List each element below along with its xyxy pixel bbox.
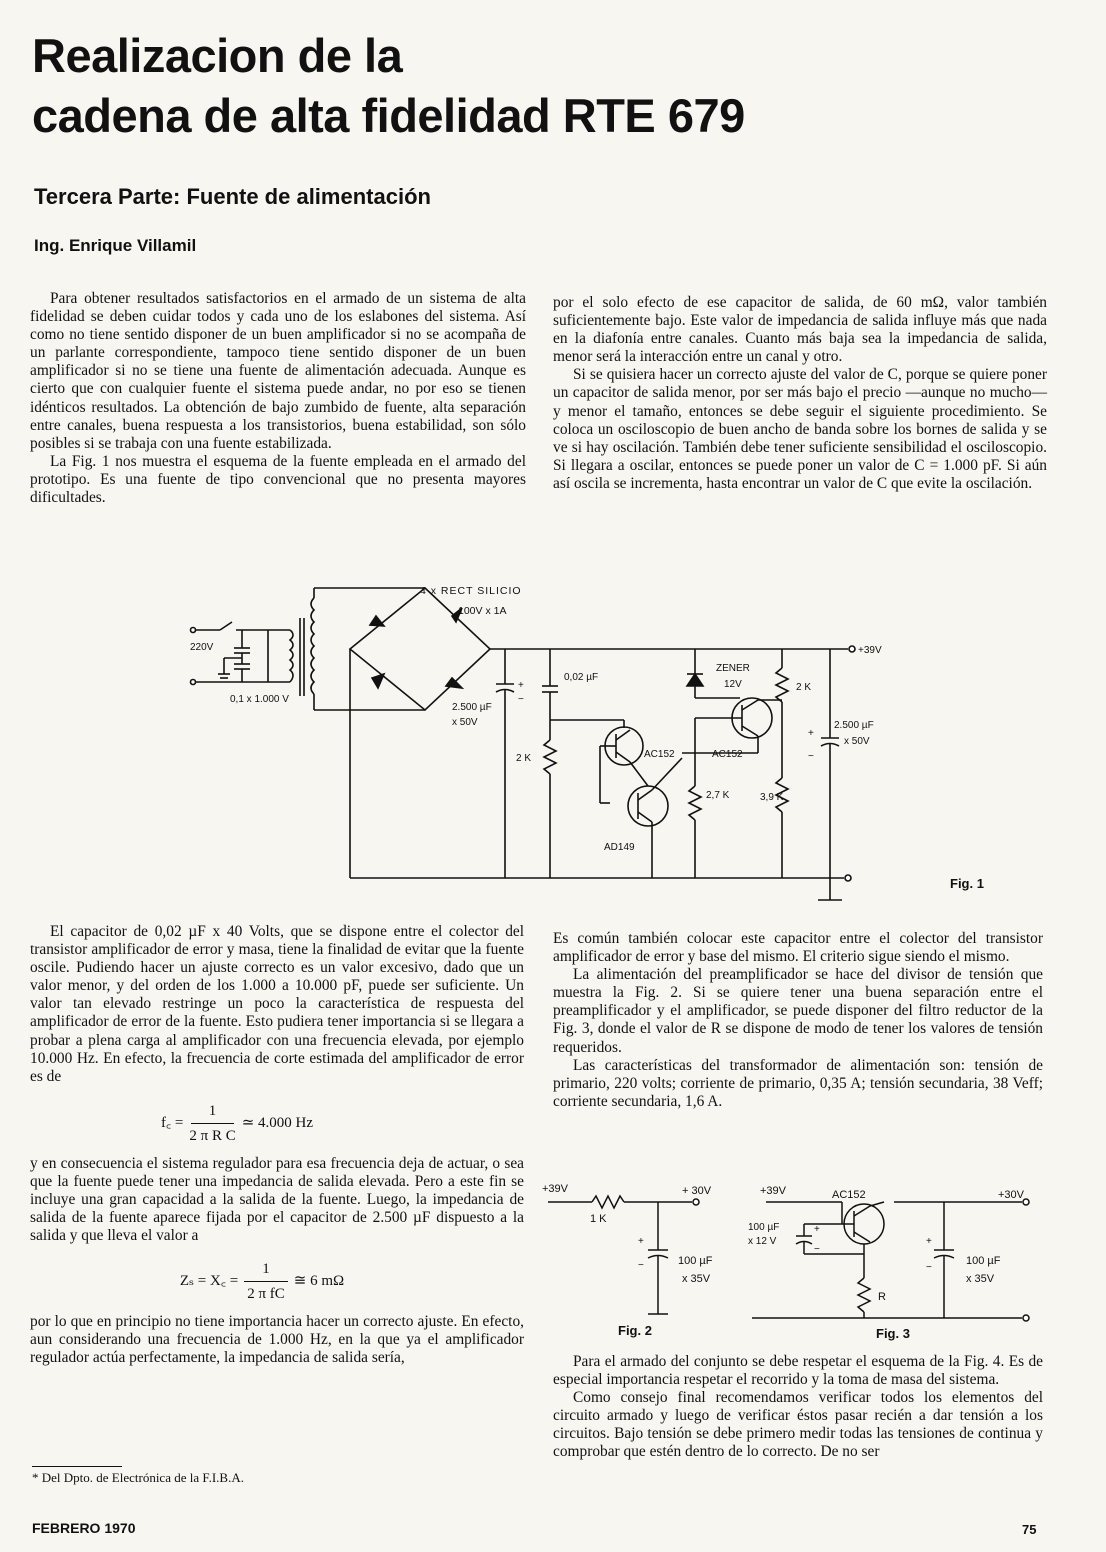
article-subtitle: Tercera Parte: Fuente de alimentación bbox=[34, 184, 431, 209]
label-rectifier-rating: 100V x 1A bbox=[458, 605, 507, 617]
label-v-in: 220V bbox=[190, 642, 214, 653]
label-cap-in: 0,1 x 1.000 V bbox=[230, 694, 289, 705]
page-number: 75 bbox=[1022, 1522, 1037, 1537]
fig3-cap: 100 µF bbox=[966, 1255, 1001, 1267]
paragraph: Para obtener resultados satisfactorios en el armado de un sistema de alta fidelidad se deben cuidar todos y cada uno de los eslabones del sistema. Así como no tiene sentido disponer de un buen amplificador si no se acompaña de un parlante correspondiente, tampoco tiene sentido disponer de un buen amplificador si no se tiene una fuente de alimentación adecuada. Aunque es cierto que con cualquier fuente el sistema puede andar, no por eso se tienen idénticos resultados. La obtención de bajo zumbido de fuente, alta separación entre canales, buena respuesta a los transistorios, buena estabilidad, son sólo posibles si se trabaja con una fuente estabilizada. bbox=[30, 290, 526, 452]
figure-1-schematic bbox=[180, 578, 1060, 910]
footnote-rule bbox=[32, 1466, 122, 1467]
paragraph: por lo que en principio no tiene importancia hacer un correcto ajuste. En efecto, aun considerando una frecuencia de 1.000 Hz, en la que ya el amplificador regulador actúa perfectamente, la impedancia de salida sería, bbox=[30, 1312, 524, 1366]
fig3-res: R bbox=[878, 1291, 886, 1303]
svg-text:−: − bbox=[638, 1260, 644, 1271]
formula-1-rhs: ≃ 4.000 Hz bbox=[241, 1115, 314, 1132]
label-res-27k: 2,7 K bbox=[706, 790, 730, 801]
fig2-cap-v: x 35V bbox=[682, 1273, 711, 1285]
fig3-cap-base-v: x 12 V bbox=[748, 1236, 777, 1247]
paragraph: Como consejo final recomendamos verificar todos los elementos del circuito armado y luego de verificar éstos pasar recién a dar tensión a los circuitos. Bajo tensión se debe primero medir todas las tensiones de continua y comprobar que estén dentro de lo correcto. De no ser bbox=[553, 1389, 1043, 1461]
fig2-res: 1 K bbox=[590, 1213, 607, 1225]
formula-2-lhs: Zₛ = X꜀ = bbox=[179, 1273, 239, 1290]
label-res-2k-left: 2 K bbox=[516, 753, 532, 764]
label-cap-out-v: x 50V bbox=[844, 736, 870, 747]
label-cap-filter: 2.500 µF bbox=[452, 702, 492, 713]
label-v-out: +39V bbox=[858, 645, 882, 656]
label-cap-filter-v: x 50V bbox=[452, 717, 478, 728]
fig3-v-out: +30V bbox=[998, 1189, 1024, 1201]
label-rectifier: 4 x RECT SILICIO bbox=[420, 585, 522, 597]
figure-2-schematic bbox=[542, 1178, 742, 1346]
issue-date: FEBRERO 1970 bbox=[32, 1520, 136, 1536]
label-cap-out: 2.500 µF bbox=[834, 720, 874, 731]
mains-input bbox=[190, 622, 290, 685]
formula-1-num: 1 bbox=[191, 1102, 235, 1124]
svg-text:+: + bbox=[814, 1224, 820, 1235]
paragraph: Si se quisiera hacer un correcto ajuste del valor de C, porque se quiere poner un capacitor de salida menor, por ser más bajo el precio —aunque no mucho— y menor el tamaño, entonces se debe seguir el siguiente procedimiento. Se coloca un osciloscopio de buen ancho de banda sobre los bornes de salida y se ve si hay oscilación. También debe tener suficiente sensibilidad el osciloscopio. Si llegara a oscilar, entonces se puede poner un valor de C = 1.000 pF. Si aún así oscila se incrementa, hasta encontrar un valor de C que evite la oscilación. bbox=[553, 366, 1047, 492]
paragraph: Es común también colocar este capacitor entre el colector del transistor amplificador de error y base del mismo. El criterio sigue siendo el mismo. bbox=[553, 930, 1043, 966]
fig2-v-out: + 30V bbox=[682, 1185, 712, 1197]
formula-2-num: 1 bbox=[244, 1260, 288, 1282]
formula-1-lhs: f꜀ = bbox=[160, 1115, 184, 1132]
paragraph: La alimentación del preamplificador se hace del divisor de tensión que muestra la Fig. 2. Si se quiere tener una buena separación entre el preamplificador y el amplificador, se puede disponer del filtro reductor de la Fig. 3, donde el valor de R se dispone de modo de tener los valores de tensión requeridos. bbox=[553, 966, 1043, 1056]
svg-text:−: − bbox=[926, 1262, 932, 1273]
label-zener-v: 12V bbox=[724, 679, 742, 690]
formula-2-den: 2 π fC bbox=[247, 1285, 285, 1302]
fig3-v-in: +39V bbox=[760, 1185, 786, 1197]
label-t3: AD149 bbox=[604, 842, 635, 853]
output-terminal-ground bbox=[845, 875, 851, 881]
title-line-1: Realizacion de la bbox=[32, 29, 403, 82]
fig2-v-in: +39V bbox=[542, 1183, 568, 1195]
bottom-left-column bbox=[30, 923, 524, 1367]
label-t2: AC152 bbox=[712, 749, 743, 760]
figure-2-caption: Fig. 2 bbox=[618, 1323, 652, 1338]
svg-text:+: + bbox=[638, 1236, 644, 1247]
svg-text:−: − bbox=[814, 1244, 820, 1255]
figure-1-caption: Fig. 1 bbox=[950, 876, 984, 891]
transistor-ad149 bbox=[628, 758, 682, 878]
transformer bbox=[290, 588, 425, 710]
svg-text:−: − bbox=[518, 694, 524, 705]
formula-2-fraction bbox=[244, 1260, 288, 1303]
label-cap-002: 0,02 µF bbox=[564, 672, 599, 683]
fig3-cap-v: x 35V bbox=[966, 1273, 995, 1285]
paragraph: Las características del transformador de alimentación son: tensión de primario, 220 volts; corriente de primario, 0,35 A; tensión secundaria, 38 Veff; corriente secundaria, 1,6 A. bbox=[553, 1056, 1043, 1110]
top-right-column bbox=[553, 294, 1047, 493]
formula-cutoff-frequency bbox=[30, 1102, 524, 1145]
output-divider bbox=[776, 649, 788, 878]
output-capacitor bbox=[821, 649, 839, 878]
formula-1-fraction bbox=[189, 1102, 235, 1145]
fig3-cap-base: 100 µF bbox=[748, 1222, 780, 1233]
paragraph: La Fig. 1 nos muestra el esquema de la fuente empleada en el armado del prototipo. Es una fuente de tipo convencional que no presenta mayores dificultades. bbox=[30, 452, 526, 507]
paragraph: y en consecuencia el sistema regulador para esa frecuencia deja de actuar, o sea que la fuente puede tener una impedancia de salida elevada. Pero a este fin se incluye una gran capacidad a la salida de la fuente. Luego, la impedancia de salida de la fuente aparece fijada por el capacitor de 2.500 µF dispuesto a la salida y que lleva el valor a bbox=[30, 1155, 524, 1245]
fig3-transistor: AC152 bbox=[832, 1189, 866, 1201]
svg-text:+: + bbox=[518, 680, 524, 691]
paragraph: El capacitor de 0,02 µF x 40 Volts, que se dispone entre el colector del transistor amplificador de error y masa, tiene la finalidad de evitar que la fuente oscile. Pudiendo hacer un ajuste correcto es un valor excesivo, dado que un valor menor, y del orden de los 1.000 a 10.000 pF, puede ser suficiente. Un valor tan elevado restringe un poco la característica de respuesta del amplificador de error de la fuente. Esto pudiera tener importancia si se llegara a probar a plena carga al amplificador con una frecuencia elevada, por ejemplo 10.000 Hz. En efecto, la frecuencia de corte estimada del amplificador de error es de bbox=[30, 923, 524, 1085]
formula-output-impedance bbox=[30, 1260, 524, 1303]
bottom-right-column-bottom bbox=[553, 1353, 1043, 1462]
formula-2-rhs: ≅ 6 mΩ bbox=[293, 1273, 345, 1290]
title-line-2: cadena de alta fidelidad RTE 679 bbox=[32, 89, 745, 142]
article-title bbox=[32, 26, 1032, 146]
label-t1: AC152 bbox=[644, 749, 675, 760]
label-zener: ZENER bbox=[716, 663, 750, 674]
footnote: * Del Dpto. de Electrónica de la F.I.B.A. bbox=[32, 1470, 244, 1485]
paragraph: por el solo efecto de ese capacitor de salida, de 60 mΩ, valor también suficientemente bajo. Este valor de impedancia de salida influye más que nada en la diafonía entre canales. Cuanto más baja sea la impedancia de salida, menor será la interacción entre un canal y otro. bbox=[553, 294, 1047, 366]
top-left-column bbox=[30, 290, 526, 507]
bottom-right-column-top bbox=[553, 930, 1043, 1111]
figure-3-caption: Fig. 3 bbox=[876, 1326, 910, 1341]
output-terminal-positive bbox=[849, 646, 855, 652]
label-res-2k-right: 2 K bbox=[796, 682, 812, 693]
svg-text:+: + bbox=[808, 728, 814, 739]
figure-3-schematic bbox=[744, 1178, 1044, 1346]
author-byline: Ing. Enrique Villamil bbox=[34, 236, 197, 255]
label-res-39k: 3,9 K bbox=[760, 792, 784, 803]
svg-text:−: − bbox=[808, 751, 814, 762]
fig2-cap: 100 µF bbox=[678, 1255, 713, 1267]
filter-capacitor bbox=[496, 649, 514, 878]
svg-text:+: + bbox=[926, 1236, 932, 1247]
paragraph: Para el armado del conjunto se debe respetar el esquema de la Fig. 4. Es de especial importancia respetar el recorrido y la toma de masa del sistema. bbox=[553, 1353, 1043, 1389]
formula-1-den: 2 π R C bbox=[189, 1127, 236, 1144]
